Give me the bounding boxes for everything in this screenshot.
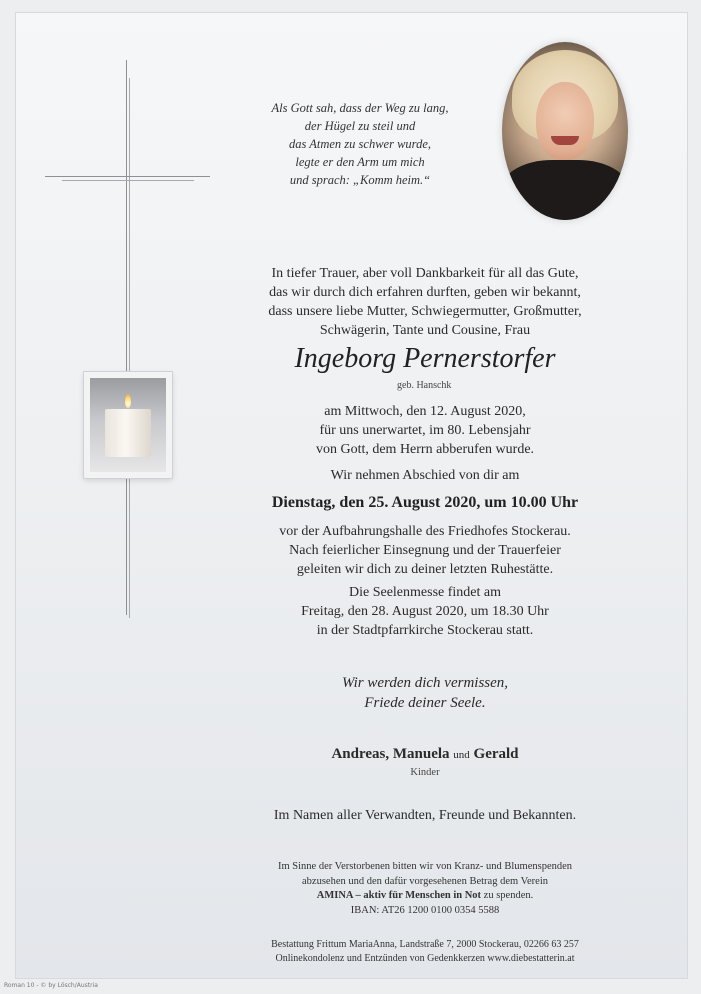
closing-line: Friede deiner Seele. xyxy=(364,695,486,711)
intro-text xyxy=(210,264,640,340)
flame-icon xyxy=(125,394,131,408)
mass-line: Freitag, den 28. August 2020, um 18.30 Uhr xyxy=(301,604,549,619)
donation-suffix: zu spenden. xyxy=(481,890,534,901)
donation-org: AMINA – aktiv für Menschen in Not xyxy=(316,890,482,901)
intro-line: das wir durch dich erfahren durften, geben wir bekannt, xyxy=(269,285,581,300)
footer-credit: Roman 10 - © by Lösch/Austria xyxy=(4,982,98,989)
donation-line: abzusehen und den dafür vorgesehenen Betrag dem Verein xyxy=(302,875,548,887)
death-line: von Gott, dem Herrn abberufen wurde. xyxy=(315,442,535,457)
undertaker-info xyxy=(210,938,640,966)
funeral-place xyxy=(210,522,640,579)
intro-line: Schwägerin, Tante und Cousine, Frau xyxy=(319,323,531,338)
portrait-photo xyxy=(502,42,628,220)
mass-line: in der Stadtpfarrkirche Stockerau statt. xyxy=(316,623,534,638)
mass-info xyxy=(210,583,640,640)
relatives-line: Im Namen aller Verwandten, Freunde und Bekannten. xyxy=(273,808,577,823)
mass-line: Die Seelenmesse findet am xyxy=(348,585,501,600)
funeral-line: geleiten wir dich zu deiner letzten Ruhestätte. xyxy=(296,562,554,577)
death-info xyxy=(210,402,640,459)
poem-line: Als Gott sah, dass der Weg zu lang, xyxy=(271,101,449,115)
funeral-line: vor der Aufbahrungshalle des Friedhofes Stockerau. xyxy=(279,524,571,539)
undertaker-line: Onlinekondolenz und Entzünden von Gedenkkerzen www.diebestatterin.at xyxy=(275,953,575,964)
maiden-name: geb. Hanschk xyxy=(397,380,452,391)
death-line: am Mittwoch, den 12. August 2020, xyxy=(324,404,526,419)
closing-words xyxy=(210,673,640,713)
mourner-names: Gerald xyxy=(473,746,519,762)
intro-line: dass unsere liebe Mutter, Schwiegermutter, Großmutter, xyxy=(268,304,582,319)
funeral-date: Dienstag, den 25. August 2020, um 10.00 Uhr xyxy=(271,494,579,511)
intro-line: In tiefer Trauer, aber voll Dankbarkeit für all das Gute, xyxy=(271,266,579,281)
funeral-line: Nach feierlicher Einsegnung und der Trauerfeier xyxy=(289,543,561,558)
donation-line: Im Sinne der Verstorbenen bitten wir von Kranz- und Blumenspenden xyxy=(277,861,573,872)
closing-line: Wir werden dich vermissen, xyxy=(341,675,509,691)
candle-picture xyxy=(84,372,172,478)
undertaker-line: Bestattung Frittum MariaAnna, Landstraße 7, 2000 Stockerau, 02266 63 257 xyxy=(271,939,579,950)
deceased-name: Ingeborg Pernerstorfer xyxy=(294,343,556,374)
poem-line: und sprach: „Komm heim.“ xyxy=(289,173,431,187)
donation-iban: IBAN: AT26 1200 0100 0354 5588 xyxy=(350,904,500,916)
mourner-names: Andreas, Manuela xyxy=(331,746,450,762)
death-line: für uns unerwartet, im 80. Lebensjahr xyxy=(319,423,531,438)
donation-request xyxy=(210,860,640,918)
poem-line: der Hügel zu steil und xyxy=(304,119,416,133)
poem-line: legte er den Arm um mich xyxy=(295,155,425,169)
mourners xyxy=(210,746,640,763)
mourner-and: und xyxy=(453,749,470,761)
poem-line: das Atmen zu schwer wurde, xyxy=(288,137,431,151)
mourner-relation: Kinder xyxy=(410,767,440,778)
poem xyxy=(240,99,480,189)
farewell-intro: Wir nehmen Abschied von dir am xyxy=(330,468,520,483)
